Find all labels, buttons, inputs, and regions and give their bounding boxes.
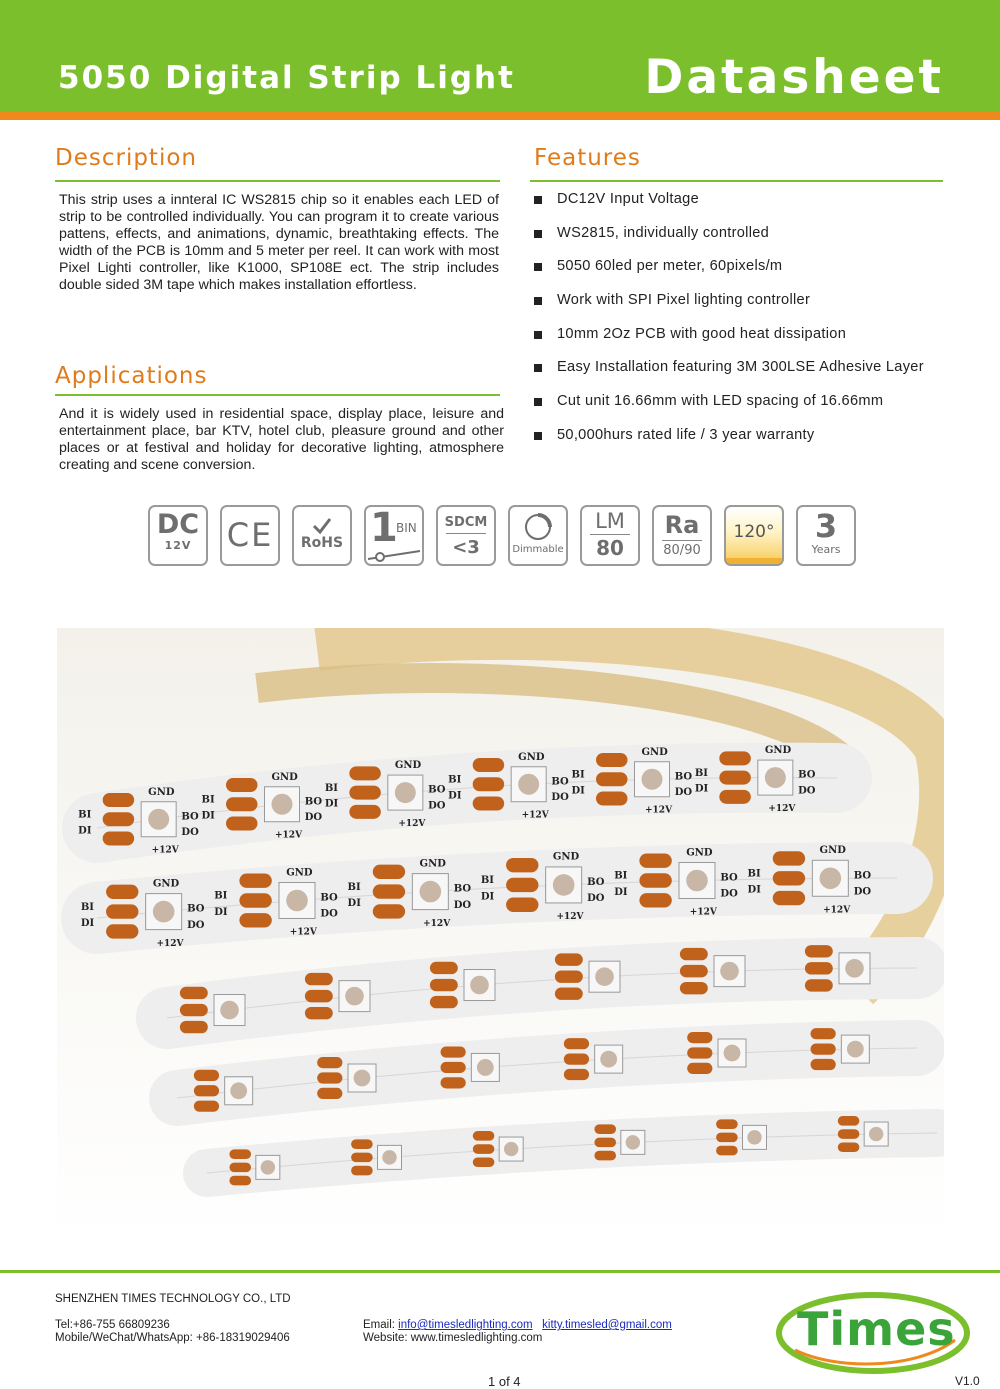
pcb-label-di: DI <box>201 810 215 822</box>
copper-pad <box>229 1176 251 1186</box>
pcb-label-do: DO <box>428 800 446 812</box>
led-lens <box>747 1130 761 1144</box>
copper-pad <box>473 1157 495 1167</box>
pcb-label-12v: +12V <box>398 818 426 829</box>
copper-pad <box>811 1059 836 1070</box>
copper-pad <box>506 858 538 872</box>
copper-pad <box>596 792 628 806</box>
description-text: This strip uses a innteral IC WS2815 chip so it enables each LED of strip to be controlled individually. You can program it to create various pattens, effects, and animations, dynamic, breathtaking effects. The width of the PCB is 10mm and 5 meter per reel. It can work with most Pixel Lighti controller, like K1000, SP108E ect. The strip includes double sided 3M tape which makes installation effortless. <box>59 192 499 293</box>
copper-pad <box>194 1085 219 1096</box>
pcb-label-bo: BO <box>587 876 605 888</box>
copper-pad <box>349 805 381 819</box>
pcb-label-di: DI <box>694 783 709 795</box>
copper-pad <box>349 786 381 800</box>
copper-pad <box>716 1119 738 1129</box>
pcb-label-bi: BI <box>80 901 95 913</box>
pcb-label-di: DI <box>571 785 585 797</box>
copper-pad <box>305 990 333 1002</box>
copper-pad <box>305 1007 333 1019</box>
copper-pad <box>805 962 833 974</box>
copper-pad <box>430 979 458 991</box>
bullet-icon <box>534 331 542 339</box>
copper-pad <box>305 973 333 985</box>
pcb-label-12v: +12V <box>823 905 851 916</box>
copper-pad <box>716 1146 738 1156</box>
copper-pad <box>805 979 833 991</box>
pcb-label-bo: BO <box>453 883 472 895</box>
led-lens <box>261 1160 275 1174</box>
dimmable-badge: Dimmable <box>508 505 568 566</box>
led-lens <box>382 1150 396 1164</box>
pcb-label-bi: BI <box>480 875 495 887</box>
led-lens <box>220 1001 239 1020</box>
pcb-label-bo: BO <box>187 903 205 915</box>
copper-pad <box>180 987 208 999</box>
bullet-icon <box>534 398 542 406</box>
feature-item: 50,000hurs rated life / 3 year warranty <box>534 427 974 461</box>
beam-base <box>726 558 782 564</box>
pcb-label-di: DI <box>80 918 95 930</box>
led-lens <box>518 774 539 795</box>
pcb-label-12v: +12V <box>689 907 717 918</box>
description-heading: Description <box>55 145 197 171</box>
spec-badges <box>148 505 856 566</box>
pcb-label-gnd: GND <box>394 760 422 772</box>
copper-pad <box>229 1163 251 1173</box>
pcb-label-12v: +12V <box>556 912 584 923</box>
copper-pad <box>239 913 271 927</box>
copper-pad <box>564 1069 589 1080</box>
led-lens <box>820 867 842 889</box>
copper-pad <box>239 893 271 907</box>
copper-pad <box>639 854 671 868</box>
led-lens <box>286 890 308 912</box>
feature-item: Easy Installation featuring 3M 300LSE Adhesive Layer <box>534 359 974 393</box>
feature-item: 5050 60led per meter, 60pixels/m <box>534 258 974 292</box>
copper-pad <box>811 1044 836 1055</box>
pcb-label-di: DI <box>480 891 495 903</box>
copper-pad <box>719 790 751 804</box>
pcb-label-do: DO <box>798 785 816 797</box>
led-lens <box>642 769 663 790</box>
copper-pad <box>194 1070 219 1081</box>
led-lens <box>153 901 175 923</box>
pcb-label-12v: +12V <box>645 805 673 816</box>
pcb-label-bo: BO <box>181 811 199 823</box>
copper-pad <box>239 874 271 888</box>
pcb-label-di: DI <box>347 898 361 910</box>
cri-badge: Ra 80/90 <box>652 505 712 566</box>
bin-slider-icon <box>366 545 422 565</box>
led-lens <box>765 767 786 788</box>
feature-item: DC12V Input Voltage <box>534 191 974 225</box>
copper-pad <box>716 1133 738 1143</box>
pcb-label-do: DO <box>720 888 738 900</box>
led-lens <box>272 794 293 815</box>
copper-pad <box>180 1021 208 1033</box>
pcb-label-di: DI <box>214 906 228 918</box>
copper-pad <box>103 793 135 807</box>
pcb-label-do: DO <box>551 792 569 803</box>
copper-pad <box>194 1101 219 1112</box>
copper-pad <box>106 885 138 899</box>
led-lens <box>595 967 614 986</box>
bullet-icon <box>534 432 542 440</box>
pcb-label-bo: BO <box>853 870 872 882</box>
copper-pad <box>441 1046 466 1057</box>
copper-pad <box>555 988 583 1000</box>
copper-pad <box>106 904 138 918</box>
led-lens <box>845 959 864 978</box>
copper-pad <box>811 1028 836 1039</box>
bullet-icon <box>534 230 542 238</box>
copper-pad <box>639 873 671 887</box>
led-lens <box>847 1041 864 1058</box>
led-lens <box>345 987 364 1006</box>
led-lens <box>354 1070 371 1087</box>
led-lens <box>553 874 575 896</box>
pcb-label-gnd: GND <box>819 845 846 857</box>
company-name: SHENZHEN TIMES TECHNOLOGY CO., LTD <box>55 1293 291 1305</box>
dimmer-knob-icon <box>523 512 553 542</box>
led-lens <box>148 809 169 830</box>
copper-pad <box>317 1072 342 1083</box>
features-divider <box>530 180 943 182</box>
pcb-label-di: DI <box>324 798 339 810</box>
copper-pad <box>226 797 258 811</box>
copper-pad <box>680 948 708 960</box>
copper-pad <box>773 871 805 885</box>
pcb-label-12v: +12V <box>289 927 317 938</box>
bullet-icon <box>534 263 542 271</box>
pcb-label-gnd: GND <box>152 878 180 890</box>
copper-pad <box>180 1004 208 1016</box>
bullet-icon <box>534 196 542 204</box>
pcb-label-bi: BI <box>571 769 585 781</box>
copper-pad <box>594 1138 616 1148</box>
led-lens <box>869 1127 883 1141</box>
copper-pad <box>441 1062 466 1073</box>
dc-12v-badge: DC 12V <box>148 505 208 566</box>
copper-pad <box>564 1038 589 1049</box>
led-lens <box>626 1135 640 1149</box>
copper-pad <box>594 1124 616 1134</box>
led-lens <box>230 1082 247 1099</box>
contact-mobile: Mobile/WeChat/WhatsApp: +86-18319029406 <box>55 1332 290 1344</box>
pcb-label-di: DI <box>614 886 628 898</box>
copper-pad <box>103 832 135 846</box>
pcb-label-gnd: GND <box>552 851 580 863</box>
led-lens <box>724 1045 741 1062</box>
copper-pad <box>351 1153 373 1163</box>
pcb-label-12v: +12V <box>423 918 451 929</box>
pcb-label-bo: BO <box>428 784 446 796</box>
beam-angle-badge: 120° <box>724 505 784 566</box>
pcb-label-bi: BI <box>347 881 361 893</box>
footer-divider <box>0 1270 1000 1273</box>
copper-pad <box>473 777 505 791</box>
email-link-kitty[interactable]: kitty.timesled@gmail.com <box>542 1319 672 1331</box>
copper-pad <box>773 891 805 905</box>
pcb-label-bi: BI <box>214 890 228 902</box>
copper-pad <box>838 1142 860 1152</box>
pcb-label-do: DO <box>453 899 472 911</box>
pcb-label-do: DO <box>587 893 605 905</box>
copper-pad <box>317 1057 342 1068</box>
copper-pad <box>229 1149 251 1159</box>
check-icon <box>312 517 332 535</box>
pcb-label-gnd: GND <box>686 847 713 859</box>
led-lens <box>477 1059 494 1076</box>
bullet-icon <box>534 297 542 305</box>
copper-pad <box>373 884 405 898</box>
copper-pad <box>226 817 258 831</box>
pcb-label-bo: BO <box>798 769 816 781</box>
pcb-label-12v: +12V <box>768 803 796 814</box>
pcb-label-do: DO <box>674 787 693 798</box>
copper-pad <box>773 851 805 865</box>
applications-text: And it is widely used in residential space, display place, leisure and entertainment place, bar KTV, hotel club, pleasure ground and other places or at festival and holiday for decorative lighting, atmosphere creating and scene conversion. <box>59 406 504 473</box>
pcb-label-bo: BO <box>720 872 738 884</box>
copper-pad <box>596 753 628 767</box>
copper-pad <box>805 945 833 957</box>
pcb-label-bi: BI <box>201 794 215 806</box>
pcb-label-do: DO <box>320 908 338 920</box>
version-label: V1.0 <box>955 1374 980 1388</box>
copper-pad <box>349 766 381 780</box>
pcb-label-do: DO <box>853 886 872 898</box>
copper-pad <box>473 758 505 772</box>
led-lens <box>720 962 739 981</box>
copper-pad <box>680 965 708 977</box>
email-link-info[interactable]: info@timesledlighting.com <box>398 1319 533 1331</box>
copper-pad <box>687 1063 712 1074</box>
copper-pad <box>103 812 135 826</box>
times-logo <box>775 1290 971 1376</box>
led-strip-reel-illustration <box>57 628 944 1244</box>
pcb-label-12v: +12V <box>275 830 303 841</box>
copper-pad <box>639 893 671 907</box>
copper-pad <box>687 1032 712 1043</box>
copper-pad <box>373 904 405 918</box>
pcb-label-12v: +12V <box>521 810 549 821</box>
pcb-label-gnd: GND <box>641 746 668 758</box>
times-logo-text: Times <box>797 1302 956 1356</box>
contact-email: Email: info@timesledlighting.com kitty.timesled@gmail.com <box>363 1319 672 1331</box>
pcb-label-gnd: GND <box>419 858 446 870</box>
copper-pad <box>106 924 138 938</box>
copper-pad <box>430 996 458 1008</box>
feature-item: WS2815, individually controlled <box>534 225 974 259</box>
bin-badge: 1 BIN <box>364 505 424 566</box>
pcb-label-bo: BO <box>551 776 569 788</box>
pcb-label-do: DO <box>181 827 199 838</box>
copper-pad <box>351 1166 373 1176</box>
copper-pad <box>596 772 628 786</box>
copper-pad <box>838 1116 860 1126</box>
led-lens <box>686 870 708 892</box>
copper-pad <box>564 1054 589 1065</box>
pcb-label-bi: BI <box>78 809 92 821</box>
header-accent-bar <box>0 112 1000 120</box>
pcb-label-do: DO <box>304 812 323 823</box>
contact-tel: Tel:+86-755 66809236 <box>55 1319 170 1331</box>
copper-pad <box>473 1144 495 1154</box>
led-lens <box>600 1051 617 1068</box>
pcb-label-di: DI <box>78 825 92 837</box>
warranty-badge: 3 Years <box>796 505 856 566</box>
pcb-label-bo: BO <box>320 892 338 904</box>
ce-mark-icon: CE <box>220 505 280 566</box>
pcb-label-bi: BI <box>448 774 462 786</box>
copper-pad <box>555 970 583 982</box>
led-lens <box>420 881 442 903</box>
doc-type-title: Datasheet <box>644 50 944 105</box>
pcb-label-bi: BI <box>694 767 708 779</box>
pcb-label-gnd: GND <box>148 786 175 798</box>
led-lens <box>504 1142 518 1156</box>
applications-heading: Applications <box>55 363 208 389</box>
pcb-label-12v: +12V <box>156 938 184 949</box>
led-lens <box>470 976 489 995</box>
pcb-label-di: DI <box>448 790 462 802</box>
copper-pad <box>351 1139 373 1149</box>
copper-pad <box>473 1131 495 1141</box>
copper-pad <box>506 878 538 892</box>
pcb-label-gnd: GND <box>271 771 298 783</box>
copper-pad <box>719 771 751 785</box>
copper-pad <box>838 1129 860 1139</box>
pcb-label-bo: BO <box>674 771 693 783</box>
pcb-label-gnd: GND <box>764 745 792 757</box>
pcb-label-gnd: GND <box>286 867 313 879</box>
copper-pad <box>594 1151 616 1161</box>
copper-pad <box>680 982 708 994</box>
pcb-label-bi: BI <box>614 870 628 882</box>
pcb-label-do: DO <box>187 919 205 931</box>
copper-pad <box>317 1088 342 1099</box>
applications-divider <box>55 394 500 396</box>
page-number: 1 of 4 <box>488 1374 521 1389</box>
feature-item: Cut unit 16.66mm with LED spacing of 16.66mm <box>534 393 974 427</box>
pcb-label-bi: BI <box>324 782 338 794</box>
rohs-icon: RoHS <box>292 505 352 566</box>
pcb-label-gnd: GND <box>518 751 545 763</box>
feature-item: 10mm 2Oz PCB with good heat dissipation <box>534 326 974 360</box>
copper-pad <box>226 778 258 792</box>
pcb-label-di: DI <box>747 884 761 896</box>
contact-website: Website: www.timesledlighting.com <box>363 1332 543 1344</box>
pcb-label-12v: +12V <box>151 845 179 856</box>
product-photo <box>57 628 944 1244</box>
product-title: 5050 Digital Strip Light <box>58 60 515 96</box>
copper-pad <box>441 1077 466 1088</box>
copper-pad <box>373 865 405 879</box>
description-divider <box>55 180 500 182</box>
copper-pad <box>430 962 458 974</box>
bullet-icon <box>534 364 542 372</box>
pcb-label-bo: BO <box>304 796 323 808</box>
copper-pad <box>719 751 751 765</box>
copper-pad <box>687 1047 712 1058</box>
led-lens <box>395 782 416 803</box>
copper-pad <box>555 953 583 965</box>
features-list <box>534 191 974 461</box>
copper-pad <box>506 898 538 912</box>
sdcm-badge: SDCM <3 <box>436 505 496 566</box>
lumen-badge: LM 80 <box>580 505 640 566</box>
features-heading: Features <box>534 145 641 171</box>
copper-pad <box>473 797 505 811</box>
feature-item: Work with SPI Pixel lighting controller <box>534 292 974 326</box>
pcb-label-bi: BI <box>747 868 761 880</box>
